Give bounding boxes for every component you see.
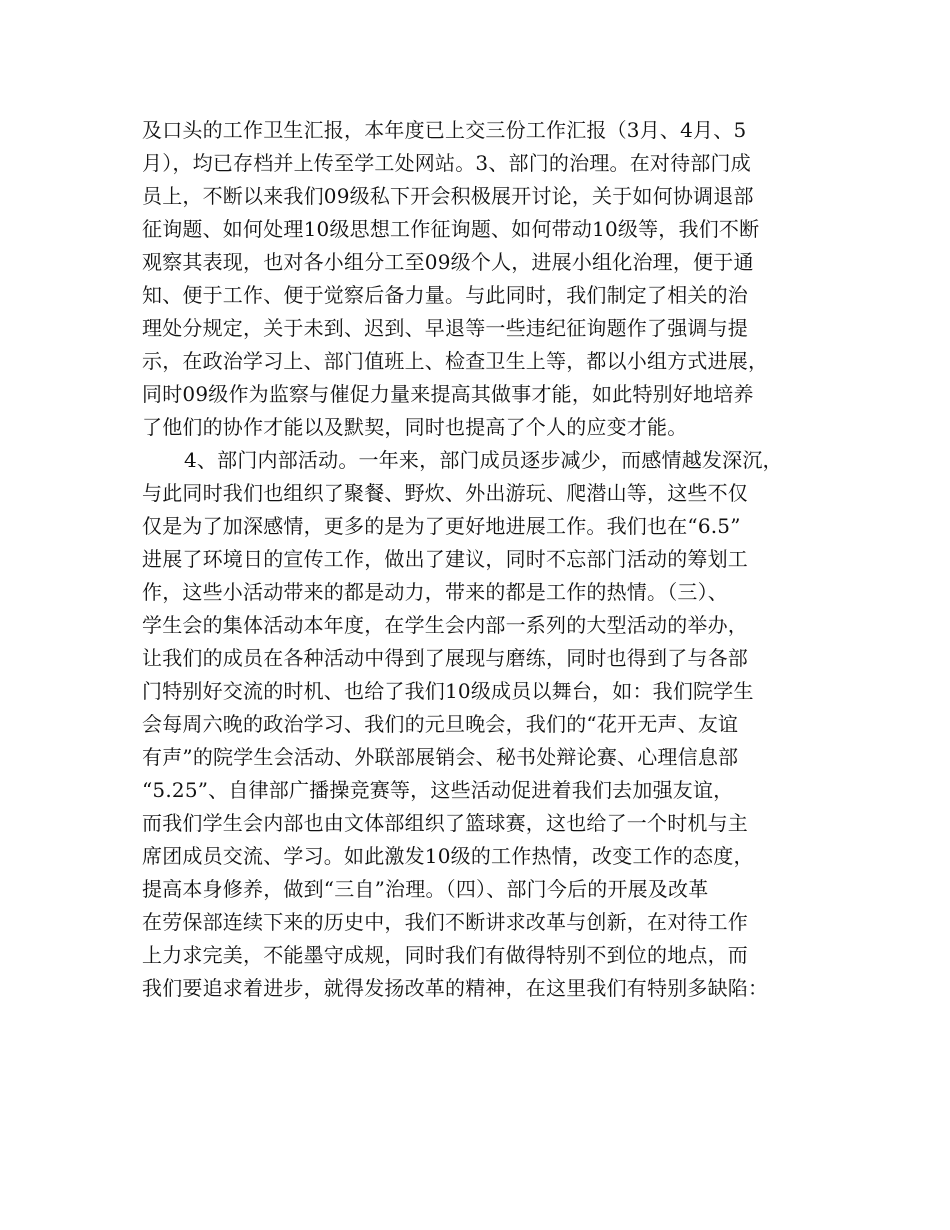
text-line-18: 门特别好交流的时机、也给了我们10级成员以舞台，如：我们院学生 bbox=[142, 679, 754, 703]
text-line-27: 我们要追求着进步，就得发扬改革的精神，在这里我们有特别多缺陷： bbox=[142, 976, 769, 1000]
text-line-26: 上力求完美，不能墨守成规，同时我们有做得特别不到位的地点，而 bbox=[142, 943, 748, 967]
text-line-10: 了他们的协作才能以及默契，同时也提高了个人的应变才能。 bbox=[142, 415, 688, 439]
text-line-15: 作，这些小活动带来的都是动力，带来的都是工作的热情。（三）、 bbox=[142, 580, 728, 604]
text-line-16: 学生会的集体活动本年度，在学生会内部一系列的大型活动的举办， bbox=[142, 613, 748, 637]
text-line-12: 与此同时我们也组织了聚餐、野炊、外出游玩、爬潜山等，这些不仅 bbox=[142, 481, 748, 505]
text-line-5: 观察其表现，也对各小组分工至09级个人，进展小组化治理，便于通 bbox=[142, 250, 754, 274]
text-line-20: 有声”的院学生会活动、外联部展销会、秘书处辩论赛、心理信息部 bbox=[142, 745, 739, 769]
text-line-3: 员上，不断以来我们09级私下开会积极展开讨论，关于如何协调退部 bbox=[142, 184, 754, 208]
text-line-24: 提高本身修养，做到“三自”治理。（四）、部门今后的开展及改革 bbox=[142, 877, 709, 901]
text-line-14: 进展了环境日的宣传工作，做出了建议，同时不忘部门活动的筹划工 bbox=[142, 547, 748, 571]
text-line-13: 仅是为了加深感情，更多的是为了更好地进展工作。我们也在“6.5” bbox=[142, 514, 741, 538]
text-line-22: 而我们学生会内部也由文体部组织了篮球赛，这也给了一个时机与主 bbox=[142, 811, 748, 835]
text-line-21: “5.25”、自律部广播操竞赛等，这些活动促进着我们去加强友谊， bbox=[142, 778, 734, 802]
text-line-1: 及口头的工作卫生汇报，本年度已上交三份工作汇报（3月、4月、5 bbox=[142, 118, 747, 142]
text-line-19: 会每周六晚的政治学习、我们的元旦晚会，我们的“花开无声、友谊 bbox=[142, 712, 739, 736]
text-line-6: 知、便于工作、便于觉察后备力量。与此同时，我们制定了相关的治 bbox=[142, 283, 748, 307]
text-line-25: 在劳保部连续下来的历史中，我们不断讲求改革与创新，在对待工作 bbox=[142, 910, 748, 934]
text-line-23: 席团成员交流、学习。如此激发10级的工作热情，改变工作的态度， bbox=[142, 844, 754, 868]
text-line-11: 4、部门内部活动。一年来，部门成员逐步减少，而感情越发深沉， bbox=[184, 448, 783, 472]
text-line-4: 征询题、如何处理10级思想工作征询题、如何带动10级等，我们不断 bbox=[142, 217, 760, 241]
text-line-2: 月），均已存档并上传至学工处网站。3、部门的治理。在对待部门成 bbox=[142, 151, 751, 175]
text-line-17: 让我们的成员在各种活动中得到了展现与磨练，同时也得到了与各部 bbox=[142, 646, 748, 670]
document-body-text bbox=[142, 114, 832, 1005]
text-line-8: 示，在政治学习上、部门值班上、检查卫生上等，都以小组方式进展， bbox=[142, 349, 769, 373]
text-line-7: 理处分规定，关于未到、迟到、早退等一些违纪征询题作了强调与提 bbox=[142, 316, 748, 340]
text-line-9: 同时09级作为监察与催促力量来提高其做事才能，如此特别好地培养 bbox=[142, 382, 754, 406]
